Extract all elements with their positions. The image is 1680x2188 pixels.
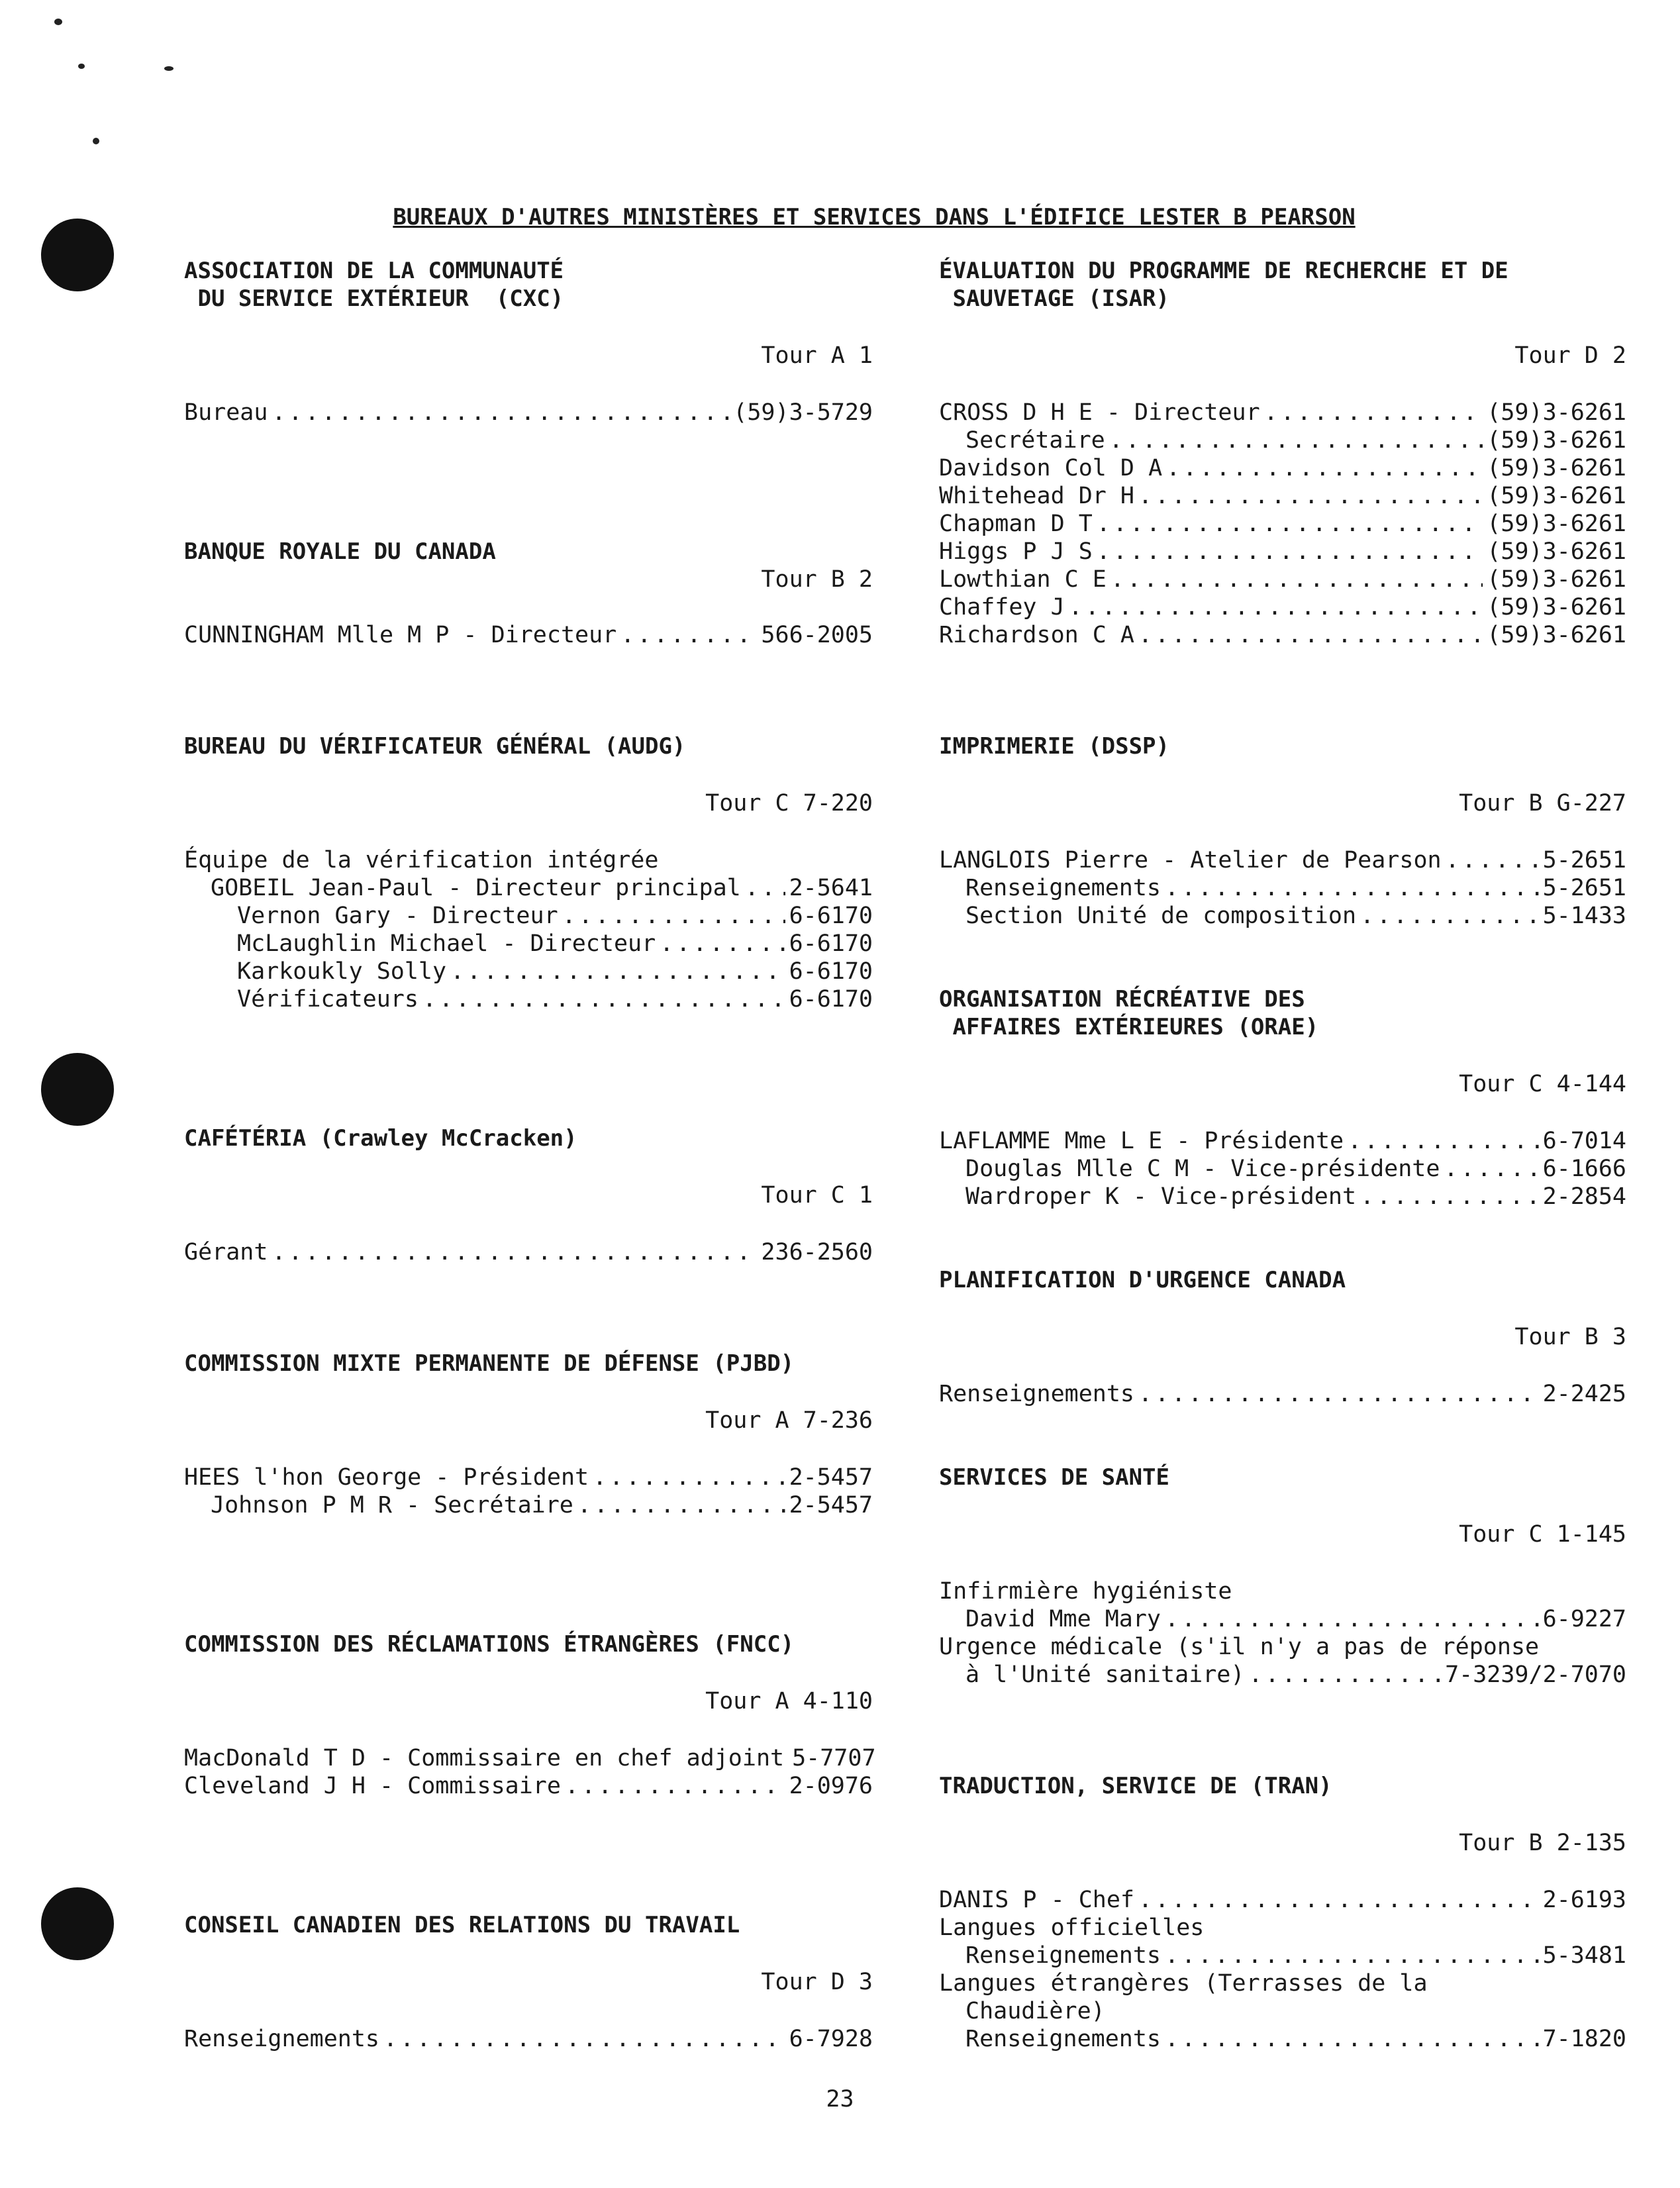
directory-entry <box>939 1155 1626 1183</box>
entry-name: Karkoukly Solly <box>237 958 447 985</box>
entry-phone: 6-1666 <box>1542 1156 1626 1182</box>
entry-name: Johnson P M R - Secrétaire <box>211 1492 573 1518</box>
entry-phone: 7-1820 <box>1542 2026 1626 2052</box>
entry-group-label: Infirmière hygiéniste <box>939 1578 1232 1605</box>
directory-entry <box>939 1661 1626 1689</box>
directory-entry <box>184 621 873 649</box>
dot-leader <box>620 621 757 649</box>
scan-speck <box>93 138 99 144</box>
entry-group-label: Langues étrangères (Terrasses de la <box>939 1970 1428 1997</box>
dot-leader <box>1444 1155 1538 1183</box>
entry-name: DANIS P - Chef <box>939 1887 1135 1913</box>
section-heading: ÉVALUATION DU PROGRAMME DE RECHERCHE ET DE SAUVETAGE (ISAR) <box>939 258 1508 312</box>
section-heading: CONSEIL CANADIEN DES RELATIONS DU TRAVAIL <box>184 1912 740 1938</box>
entry-phone: 2-6193 <box>1542 1887 1626 1913</box>
directory-entry <box>939 538 1626 566</box>
entry-name: Cleveland J H - Commissaire <box>184 1773 561 1799</box>
dot-leader <box>562 902 785 930</box>
directory-entry <box>939 1886 1626 1914</box>
dot-leader <box>660 930 785 958</box>
dot-leader <box>1097 510 1483 538</box>
dot-leader <box>1165 874 1539 902</box>
entry-name: Vérificateurs <box>237 986 419 1013</box>
directory-entry <box>939 621 1626 649</box>
tour-location: Tour C 1-145 <box>1459 1521 1626 1548</box>
left-column <box>184 257 876 2053</box>
entry-name: Secrétaire <box>965 427 1105 454</box>
entry-name: Douglas Mlle C M - Vice-présidente <box>965 1156 1440 1182</box>
section-traduction <box>939 1772 1626 2053</box>
entry-name: Higgs P J S <box>939 538 1093 565</box>
entry-phone: 6-7928 <box>789 2026 873 2052</box>
directory-entry <box>939 454 1626 482</box>
entry-group-label: Chaudière) <box>965 1998 1105 2024</box>
entry-name: David Mme Mary <box>965 1606 1161 1632</box>
entry-phone: (59)3-6261 <box>1487 511 1626 537</box>
dot-leader <box>1097 538 1483 566</box>
entry-name: Section Unité de composition <box>965 903 1357 929</box>
entry-name: Davidson Col D A <box>939 455 1163 481</box>
section-fncc <box>184 1630 876 1800</box>
entry-phone: 5-2651 <box>1542 875 1626 901</box>
entry-group-label: Langues officielles <box>939 1914 1205 1941</box>
directory-entry <box>184 1772 873 1800</box>
dot-leader <box>1111 566 1483 593</box>
directory-entry <box>184 1238 873 1266</box>
section-dssp <box>939 732 1626 930</box>
section-cafeteria <box>184 1124 873 1266</box>
directory-entry <box>184 2025 873 2053</box>
entry-name: Renseignements <box>184 2026 380 2052</box>
dot-leader <box>1446 846 1539 874</box>
section-banque-royale <box>184 538 873 649</box>
dot-leader <box>450 958 785 985</box>
entry-name: Wardroper K - Vice-président <box>965 1183 1357 1210</box>
entry-phone: 6-9227 <box>1542 1606 1626 1632</box>
entry-name: MacDonald T D - Commissaire en chef adjoint <box>184 1745 785 1771</box>
directory-entry <box>939 399 1626 426</box>
dot-leader <box>593 1464 785 1491</box>
dot-leader <box>422 985 785 1013</box>
tour-location: Tour C 7-220 <box>705 790 873 817</box>
dot-leader <box>1348 1127 1538 1155</box>
directory-entry <box>184 985 873 1013</box>
tour-location: Tour C 1 <box>761 1182 873 1209</box>
section-heading: COMMISSION MIXTE PERMANENTE DE DÉFENSE (PJBD) <box>184 1350 795 1377</box>
entry-phone: 2-2425 <box>1542 1381 1626 1407</box>
scan-speck <box>78 64 85 69</box>
entry-phone: 6-6170 <box>789 903 873 929</box>
dot-leader <box>383 2025 785 2053</box>
entry-group-label: Équipe de la vérification intégrée <box>184 847 659 873</box>
entry-phone: 6-6170 <box>789 986 873 1013</box>
directory-entry <box>939 510 1626 538</box>
dot-leader <box>1069 593 1483 621</box>
entry-name: Chaffey J <box>939 594 1065 621</box>
dot-leader <box>1165 1942 1539 1969</box>
right-column <box>939 257 1626 2053</box>
dot-leader <box>1138 621 1483 649</box>
entry-phone: 2-5457 <box>789 1492 873 1518</box>
entry-phone: 2-0976 <box>789 1773 873 1799</box>
dot-leader <box>1360 1183 1539 1211</box>
entry-phone: 5-1433 <box>1542 903 1626 929</box>
directory-entry <box>184 902 873 930</box>
section-services-sante <box>939 1464 1626 1689</box>
directory-entry <box>939 874 1626 902</box>
directory-entry <box>939 2025 1626 2053</box>
entry-name: Lowthian C E <box>939 566 1107 593</box>
section-heading: COMMISSION DES RÉCLAMATIONS ÉTRANGÈRES (FNCC) <box>184 1631 795 1658</box>
entry-name: Renseignements <box>965 2026 1161 2052</box>
entry-phone: (59)3-6261 <box>1487 455 1626 481</box>
entry-name: Richardson C A <box>939 622 1135 648</box>
tour-location: Tour D 2 <box>1514 342 1626 369</box>
dot-leader <box>1166 454 1483 482</box>
entry-phone: (59)3-6261 <box>1487 427 1626 454</box>
entry-name: LANGLOIS Pierre - Atelier de Pearson <box>939 847 1442 873</box>
entry-name: Chapman D T <box>939 511 1093 537</box>
directory-entry <box>184 1744 876 1772</box>
entry-phone: 2-2854 <box>1542 1183 1626 1210</box>
dot-leader <box>1138 482 1483 510</box>
entry-phone: 566-2005 <box>761 622 873 648</box>
dot-leader <box>1109 426 1483 454</box>
directory-entry <box>939 1183 1626 1211</box>
entry-name: Vernon Gary - Directeur <box>237 903 558 929</box>
entry-name: Renseignements <box>965 875 1161 901</box>
section-orae <box>939 985 1626 1211</box>
dot-leader <box>272 1238 757 1266</box>
directory-entry <box>184 930 873 958</box>
tour-location: Tour D 3 <box>761 1969 873 1995</box>
section-pjbd <box>184 1350 873 1519</box>
entry-phone: 2-5641 <box>789 875 873 901</box>
directory-entry <box>939 1605 1626 1633</box>
entry-phone: (59)3-6261 <box>1487 622 1626 648</box>
entry-name: CUNNINGHAM Mlle M P - Directeur <box>184 622 617 648</box>
entry-phone: 2-5457 <box>789 1464 873 1491</box>
entry-name: à l'Unité sanitaire) <box>965 1662 1245 1688</box>
binder-hole-middle <box>41 1053 114 1126</box>
tour-location: Tour B G-227 <box>1459 790 1626 817</box>
page-number: 23 <box>826 2086 854 2113</box>
directory-entry <box>939 902 1626 930</box>
directory-entry <box>184 1464 873 1491</box>
entry-phone: 6-6170 <box>789 958 873 985</box>
directory-entry <box>939 426 1626 454</box>
entry-phone: (59)3-6261 <box>1487 399 1626 426</box>
entry-name: Renseignements <box>939 1381 1135 1407</box>
section-heading: PLANIFICATION D'URGENCE CANADA <box>939 1267 1346 1293</box>
scan-speck <box>54 19 62 25</box>
directory-entry <box>939 566 1626 593</box>
tour-location: Tour C 4-144 <box>1459 1071 1626 1097</box>
entry-name: CROSS D H E - Directeur <box>939 399 1260 426</box>
entry-phone: 7-3239/2-7070 <box>1445 1662 1626 1688</box>
section-heading: ORGANISATION RÉCRÉATIVE DES AFFAIRES EXTÉRIEURES (ORAE) <box>939 986 1319 1040</box>
section-ccrt <box>184 1911 873 2053</box>
section-heading: CAFÉTÉRIA (Crawley McCracken) <box>184 1125 577 1152</box>
entry-name: Renseignements <box>965 1942 1161 1969</box>
entry-phone: 5-3481 <box>1542 1942 1626 1969</box>
entry-group-label: Urgence médicale (s'il n'y a pas de réponse <box>939 1634 1540 1660</box>
section-heading: BANQUE ROYALE DU CANADA <box>184 538 496 565</box>
entry-phone: 5-7707 <box>792 1745 876 1771</box>
directory-entry <box>184 399 873 426</box>
entry-phone: 6-6170 <box>789 930 873 957</box>
scan-speck <box>164 66 173 71</box>
dot-leader <box>745 874 785 902</box>
dot-leader <box>1248 1661 1441 1689</box>
entry-name: LAFLAMME Mme L E - Présidente <box>939 1128 1344 1154</box>
dot-leader <box>1138 1886 1539 1914</box>
directory-entry <box>184 958 873 985</box>
dot-leader <box>577 1491 785 1519</box>
directory-entry <box>184 874 873 902</box>
dot-leader <box>1264 399 1483 426</box>
entry-phone: 5-2651 <box>1542 847 1626 873</box>
entry-phone: (59)3-6261 <box>1487 594 1626 621</box>
dot-leader <box>1165 2025 1539 2053</box>
dot-leader <box>565 1772 785 1800</box>
tour-location: Tour A 1 <box>761 342 873 369</box>
section-isar <box>939 257 1626 649</box>
entry-phone: (59)3-5729 <box>733 399 873 426</box>
directory-entry <box>184 1491 873 1519</box>
tour-location: Tour B 2-135 <box>1459 1830 1626 1856</box>
tour-location: Tour A 7-236 <box>705 1407 873 1434</box>
binder-hole-bottom <box>41 1887 114 1960</box>
section-audg <box>184 732 873 1013</box>
entry-name: HEES l'hon George - Président <box>184 1464 589 1491</box>
tour-location: Tour A 4-110 <box>705 1688 873 1715</box>
entry-name: Gérant <box>184 1239 268 1266</box>
section-heading: TRADUCTION, SERVICE DE (TRAN) <box>939 1773 1332 1799</box>
entry-phone: 6-7014 <box>1542 1128 1626 1154</box>
section-heading: BUREAU DU VÉRIFICATEUR GÉNÉRAL (AUDG) <box>184 733 686 760</box>
entry-name: GOBEIL Jean-Paul - Directeur principal <box>211 875 741 901</box>
tour-location: Tour B 2 <box>761 566 873 593</box>
section-heading: ASSOCIATION DE LA COMMUNAUTÉ DU SERVICE EXTÉRIEUR (CXC) <box>184 258 564 312</box>
entry-phone: 236-2560 <box>761 1239 873 1266</box>
directory-entry <box>939 1127 1626 1155</box>
entry-phone: (59)3-6261 <box>1487 538 1626 565</box>
dot-leader <box>1138 1380 1539 1408</box>
directory-entry <box>939 482 1626 510</box>
dot-leader <box>1165 1605 1539 1633</box>
directory-entry <box>939 1380 1626 1408</box>
section-heading: SERVICES DE SANTÉ <box>939 1464 1169 1491</box>
directory-entry <box>939 846 1626 874</box>
section-cxc <box>184 257 873 426</box>
binder-hole-top <box>41 219 114 291</box>
entry-name: Bureau <box>184 399 268 426</box>
page-title: BUREAUX D'AUTRES MINISTÈRES ET SERVICES DANS L'ÉDIFICE LESTER B PEARSON <box>393 204 1356 230</box>
section-planification-urgence <box>939 1266 1626 1408</box>
dot-leader <box>1360 902 1539 930</box>
directory-entry <box>939 1942 1626 1969</box>
entry-name: McLaughlin Michael - Directeur <box>237 930 656 957</box>
dot-leader <box>272 399 729 426</box>
tour-location: Tour B 3 <box>1514 1324 1626 1350</box>
section-heading: IMPRIMERIE (DSSP) <box>939 733 1169 760</box>
entry-phone: (59)3-6261 <box>1487 566 1626 593</box>
entry-phone: (59)3-6261 <box>1487 483 1626 509</box>
entry-name: Whitehead Dr H <box>939 483 1135 509</box>
directory-entry <box>939 593 1626 621</box>
